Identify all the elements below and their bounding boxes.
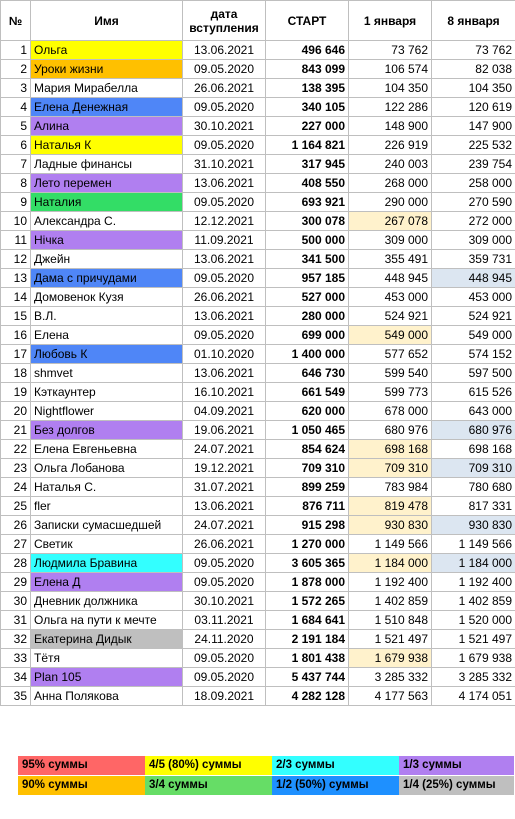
cell-start[interactable]: 1 270 000 [266,535,349,554]
cell-name[interactable]: Светик [31,535,183,554]
table-row [1,212,515,231]
cell-jan1[interactable]: 1 679 938 [349,649,432,668]
table-row [1,193,515,212]
cell-date[interactable]: 26.06.2021 [183,535,266,554]
cell-jan8[interactable]: 698 168 [432,440,515,459]
cell-jan1[interactable]: 577 652 [349,345,432,364]
cell-jan8[interactable]: 1 184 000 [432,554,515,573]
cell-jan8[interactable]: 709 310 [432,459,515,478]
cell-num[interactable]: 16 [1,326,31,345]
cell-start[interactable]: 340 105 [266,98,349,117]
cell-name[interactable]: Nightflower [31,402,183,421]
table-row [1,649,515,668]
cell-name[interactable]: Без долгов [31,421,183,440]
cell-date[interactable]: 09.05.2020 [183,98,266,117]
cell-date[interactable]: 09.05.2020 [183,668,266,687]
cell-jan8[interactable]: 930 830 [432,516,515,535]
table-row [1,269,515,288]
cell-start[interactable]: 1 400 000 [266,345,349,364]
cell-name[interactable]: Ладные финансы [31,155,183,174]
cell-date[interactable]: 18.09.2021 [183,687,266,706]
cell-date[interactable]: 16.10.2021 [183,383,266,402]
cell-jan8[interactable]: 258 000 [432,174,515,193]
header-start[interactable]: СТАРТ [266,1,349,41]
table-row [1,326,515,345]
cell-name[interactable]: Записки сумасшедшей [31,516,183,535]
cell-name[interactable]: Домовенок Кузя [31,288,183,307]
cell-name[interactable]: Анна Полякова [31,687,183,706]
cell-jan1[interactable]: 4 177 563 [349,687,432,706]
cell-start[interactable]: 1 164 821 [266,136,349,155]
table-row [1,136,515,155]
table-row [1,231,515,250]
cell-date[interactable]: 09.05.2020 [183,136,266,155]
cell-date[interactable]: 24.07.2021 [183,440,266,459]
cell-name[interactable]: Екатерина Дидык [31,630,183,649]
cell-start[interactable]: 138 395 [266,79,349,98]
cell-start[interactable]: 1 572 265 [266,592,349,611]
cell-name[interactable]: Наталия [31,193,183,212]
table-row [1,668,515,687]
cell-date[interactable]: 31.10.2021 [183,155,266,174]
cell-start[interactable]: 5 437 744 [266,668,349,687]
cell-date[interactable]: 31.07.2021 [183,478,266,497]
header-jan8[interactable]: 8 января [432,1,515,41]
cell-num[interactable]: 10 [1,212,31,231]
cell-start[interactable]: 280 000 [266,307,349,326]
cell-name[interactable]: Тётя [31,649,183,668]
cell-name[interactable]: Елена [31,326,183,345]
cell-name[interactable]: Людмила Бравина [31,554,183,573]
cell-date[interactable]: 19.06.2021 [183,421,266,440]
cell-num[interactable]: 3 [1,79,31,98]
cell-start[interactable]: 300 078 [266,212,349,231]
cell-date[interactable]: 24.11.2020 [183,630,266,649]
cell-jan1[interactable]: 267 078 [349,212,432,231]
cell-jan8[interactable]: 448 945 [432,269,515,288]
cell-num[interactable]: 15 [1,307,31,326]
table-row [1,402,515,421]
cell-jan8[interactable]: 1 149 566 [432,535,515,554]
cell-jan1[interactable]: 819 478 [349,497,432,516]
cell-jan8[interactable]: 147 900 [432,117,515,136]
header-name[interactable]: Имя [31,1,183,41]
cell-name[interactable]: Александра С. [31,212,183,231]
legend-item: 1/2 (50%) суммы [272,776,399,795]
cell-num[interactable]: 27 [1,535,31,554]
cell-jan1[interactable]: 549 000 [349,326,432,345]
cell-start[interactable]: 843 099 [266,60,349,79]
cell-date[interactable]: 24.07.2021 [183,516,266,535]
cell-num[interactable]: 33 [1,649,31,668]
cell-date[interactable]: 13.06.2021 [183,41,266,60]
cell-jan8[interactable]: 817 331 [432,497,515,516]
cell-start[interactable]: 854 624 [266,440,349,459]
table-row [1,421,515,440]
cell-name[interactable]: Елена Денежная [31,98,183,117]
cell-num[interactable]: 22 [1,440,31,459]
cell-jan8[interactable]: 270 590 [432,193,515,212]
table-row [1,630,515,649]
table-row [1,383,515,402]
cell-start[interactable]: 1 684 641 [266,611,349,630]
cell-jan8[interactable]: 780 680 [432,478,515,497]
header-jan1[interactable]: 1 января [349,1,432,41]
cell-jan1[interactable]: 73 762 [349,41,432,60]
table-row [1,516,515,535]
table-row [1,440,515,459]
cell-jan1[interactable]: 524 921 [349,307,432,326]
cell-name[interactable]: Наталья К [31,136,183,155]
cell-date[interactable]: 26.06.2021 [183,79,266,98]
cell-jan8[interactable]: 1 402 859 [432,592,515,611]
cell-num[interactable]: 2 [1,60,31,79]
table-row [1,155,515,174]
cell-start[interactable]: 661 549 [266,383,349,402]
cell-jan1[interactable]: 268 000 [349,174,432,193]
table-row [1,478,515,497]
cell-num[interactable]: 19 [1,383,31,402]
cell-jan1[interactable]: 709 310 [349,459,432,478]
cell-start[interactable]: 2 191 184 [266,630,349,649]
cell-name[interactable]: Елена Д [31,573,183,592]
cell-jan1[interactable]: 1 521 497 [349,630,432,649]
cell-jan8[interactable]: 680 976 [432,421,515,440]
cell-date[interactable]: 09.05.2020 [183,573,266,592]
cell-date[interactable]: 26.06.2021 [183,288,266,307]
cell-start[interactable]: 527 000 [266,288,349,307]
cell-date[interactable]: 09.05.2020 [183,649,266,668]
header-date[interactable]: дата вступления [183,1,266,41]
cell-start[interactable]: 227 000 [266,117,349,136]
cell-jan1[interactable]: 355 491 [349,250,432,269]
cell-num[interactable]: 12 [1,250,31,269]
cell-start[interactable]: 1 878 000 [266,573,349,592]
cell-date[interactable]: 09.05.2020 [183,193,266,212]
cell-date[interactable]: 04.09.2021 [183,402,266,421]
color-legend [18,756,514,796]
table-row [1,98,515,117]
cell-date[interactable]: 30.10.2021 [183,117,266,136]
cell-num[interactable]: 35 [1,687,31,706]
cell-jan1[interactable]: 599 773 [349,383,432,402]
cell-jan8[interactable]: 549 000 [432,326,515,345]
cell-jan1[interactable]: 240 003 [349,155,432,174]
cell-jan8[interactable]: 73 762 [432,41,515,60]
cell-num[interactable]: 18 [1,364,31,383]
cell-date[interactable]: 13.06.2021 [183,497,266,516]
legend-item: 2/3 суммы [272,756,399,775]
cell-num[interactable]: 7 [1,155,31,174]
table-row [1,573,515,592]
cell-start[interactable]: 620 000 [266,402,349,421]
cell-name[interactable]: shmvet [31,364,183,383]
cell-name[interactable]: Любовь К [31,345,183,364]
cell-start[interactable]: 496 646 [266,41,349,60]
cell-date[interactable]: 09.05.2020 [183,60,266,79]
cell-num[interactable]: 25 [1,497,31,516]
cell-name[interactable]: Дневник должника [31,592,183,611]
cell-num[interactable]: 34 [1,668,31,687]
cell-name[interactable]: Наталья С. [31,478,183,497]
cell-name[interactable]: Кэткаунтер [31,383,183,402]
table-row [1,307,515,326]
cell-jan1[interactable]: 678 000 [349,402,432,421]
table-row [1,592,515,611]
cell-date[interactable]: 30.10.2021 [183,592,266,611]
cell-num[interactable]: 32 [1,630,31,649]
cell-start[interactable]: 1 801 438 [266,649,349,668]
cell-start[interactable]: 317 945 [266,155,349,174]
cell-date[interactable]: 11.09.2021 [183,231,266,250]
cell-jan8[interactable]: 574 152 [432,345,515,364]
cell-start[interactable]: 341 500 [266,250,349,269]
cell-jan1[interactable]: 3 285 332 [349,668,432,687]
table-row [1,345,515,364]
cell-jan8[interactable]: 120 619 [432,98,515,117]
cell-jan1[interactable]: 1 184 000 [349,554,432,573]
cell-start[interactable]: 915 298 [266,516,349,535]
cell-jan8[interactable]: 4 174 051 [432,687,515,706]
cell-start[interactable]: 876 711 [266,497,349,516]
cell-jan8[interactable]: 3 285 332 [432,668,515,687]
cell-name[interactable]: Елена Евгеньевна [31,440,183,459]
cell-name[interactable]: Ольга Лобанова [31,459,183,478]
cell-jan1[interactable]: 930 830 [349,516,432,535]
cell-name[interactable]: Ольга на пути к мечте [31,611,183,630]
cell-name[interactable]: Дама с причудами [31,269,183,288]
cell-jan8[interactable]: 272 000 [432,212,515,231]
header-row [1,1,515,41]
table-row [1,288,515,307]
cell-date[interactable]: 13.06.2021 [183,307,266,326]
cell-num[interactable]: 17 [1,345,31,364]
cell-date[interactable]: 19.12.2021 [183,459,266,478]
cell-jan1[interactable]: 122 286 [349,98,432,117]
table-row [1,41,515,60]
cell-start[interactable]: 1 050 465 [266,421,349,440]
table-row [1,459,515,478]
cell-jan1[interactable]: 1 510 848 [349,611,432,630]
cell-jan8[interactable]: 239 754 [432,155,515,174]
cell-start[interactable]: 899 259 [266,478,349,497]
cell-jan1[interactable]: 448 945 [349,269,432,288]
cell-jan1[interactable]: 680 976 [349,421,432,440]
legend-item: 1/3 суммы [399,756,514,775]
legend-item: 95% суммы [18,756,145,775]
cell-date[interactable]: 13.06.2021 [183,250,266,269]
cell-jan1[interactable]: 309 000 [349,231,432,250]
cell-num[interactable]: 24 [1,478,31,497]
cell-jan8[interactable]: 359 731 [432,250,515,269]
table-row [1,497,515,516]
cell-jan8[interactable]: 1 192 400 [432,573,515,592]
cell-num[interactable]: 21 [1,421,31,440]
cell-date[interactable]: 09.05.2020 [183,554,266,573]
cell-jan8[interactable]: 1 679 938 [432,649,515,668]
cell-num[interactable]: 29 [1,573,31,592]
cell-jan8[interactable]: 225 532 [432,136,515,155]
cell-name[interactable]: Plan 105 [31,668,183,687]
cell-start[interactable]: 957 185 [266,269,349,288]
legend-item: 90% суммы [18,776,145,795]
cell-jan1[interactable]: 1 192 400 [349,573,432,592]
legend-item: 3/4 суммы [145,776,272,795]
cell-jan1[interactable]: 453 000 [349,288,432,307]
cell-start[interactable]: 709 310 [266,459,349,478]
cell-num[interactable]: 9 [1,193,31,212]
cell-jan1[interactable]: 104 350 [349,79,432,98]
table-body [1,41,515,706]
cell-num[interactable]: 14 [1,288,31,307]
cell-num[interactable]: 6 [1,136,31,155]
cell-name[interactable]: Нічка [31,231,183,250]
cell-date[interactable]: 13.06.2021 [183,174,266,193]
cell-jan8[interactable]: 643 000 [432,402,515,421]
cell-start[interactable]: 3 605 365 [266,554,349,573]
cell-date[interactable]: 01.10.2020 [183,345,266,364]
legend-item: 1/4 (25%) суммы [399,776,514,795]
table-row [1,554,515,573]
header-num[interactable]: № [1,1,31,41]
cell-num[interactable]: 26 [1,516,31,535]
table-row [1,174,515,193]
table-row [1,79,515,98]
cell-num[interactable]: 1 [1,41,31,60]
cell-jan8[interactable]: 615 526 [432,383,515,402]
cell-jan1[interactable]: 599 540 [349,364,432,383]
cell-num[interactable]: 31 [1,611,31,630]
table-row [1,535,515,554]
cell-name[interactable]: Мария Мирабелла [31,79,183,98]
cell-num[interactable]: 5 [1,117,31,136]
cell-num[interactable]: 8 [1,174,31,193]
cell-jan8[interactable]: 597 500 [432,364,515,383]
cell-start[interactable]: 408 550 [266,174,349,193]
cell-jan8[interactable]: 1 520 000 [432,611,515,630]
cell-name[interactable]: Алина [31,117,183,136]
cell-jan1[interactable]: 290 000 [349,193,432,212]
cell-date[interactable]: 13.06.2021 [183,364,266,383]
cell-name[interactable]: Джейн [31,250,183,269]
cell-jan1[interactable]: 1 402 859 [349,592,432,611]
cell-jan8[interactable]: 524 921 [432,307,515,326]
cell-date[interactable]: 09.05.2020 [183,326,266,345]
cell-jan1[interactable]: 226 919 [349,136,432,155]
cell-start[interactable]: 500 000 [266,231,349,250]
cell-jan8[interactable]: 104 350 [432,79,515,98]
cell-name[interactable]: Лето перемен [31,174,183,193]
cell-start[interactable]: 693 921 [266,193,349,212]
cell-start[interactable]: 4 282 128 [266,687,349,706]
cell-date[interactable]: 03.11.2021 [183,611,266,630]
cell-date[interactable]: 12.12.2021 [183,212,266,231]
cell-num[interactable]: 23 [1,459,31,478]
cell-jan1[interactable]: 106 574 [349,60,432,79]
legend-item: 4/5 (80%) суммы [145,756,272,775]
cell-name[interactable]: Ольга [31,41,183,60]
cell-num[interactable]: 28 [1,554,31,573]
table-row [1,687,515,706]
cell-jan1[interactable]: 1 149 566 [349,535,432,554]
table-row [1,250,515,269]
table-row [1,60,515,79]
cell-name[interactable]: В.Л. [31,307,183,326]
cell-num[interactable]: 4 [1,98,31,117]
cell-jan8[interactable]: 453 000 [432,288,515,307]
cell-name[interactable]: fler [31,497,183,516]
cell-jan1[interactable]: 698 168 [349,440,432,459]
cell-num[interactable]: 11 [1,231,31,250]
cell-num[interactable]: 13 [1,269,31,288]
cell-jan8[interactable]: 309 000 [432,231,515,250]
cell-jan1[interactable]: 783 984 [349,478,432,497]
cell-date[interactable]: 09.05.2020 [183,269,266,288]
cell-jan1[interactable]: 148 900 [349,117,432,136]
cell-start[interactable]: 699 000 [266,326,349,345]
cell-name[interactable]: Уроки жизни [31,60,183,79]
cell-jan8[interactable]: 1 521 497 [432,630,515,649]
cell-num[interactable]: 30 [1,592,31,611]
cell-num[interactable]: 20 [1,402,31,421]
cell-jan8[interactable]: 82 038 [432,60,515,79]
table-row [1,364,515,383]
table-row [1,611,515,630]
table-row [1,117,515,136]
cell-start[interactable]: 646 730 [266,364,349,383]
